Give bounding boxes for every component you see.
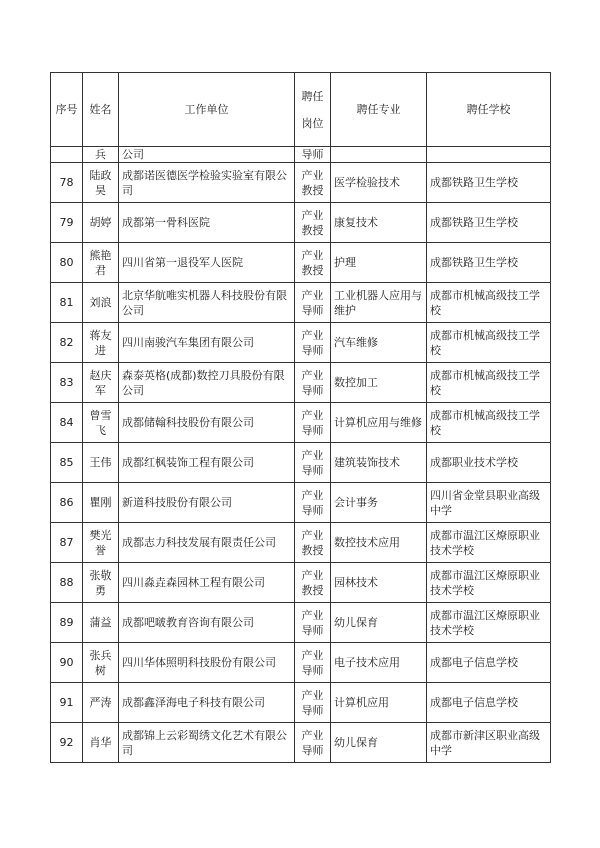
cell-name: 樊光誉	[83, 523, 119, 563]
cell-post: 产业教授	[295, 163, 331, 203]
cell-unit: 成都吧啵教育咨询有限公司	[119, 603, 295, 643]
cell-unit: 成都锦上云彩蜀绣文化艺术有限公司	[119, 723, 295, 763]
appointment-table	[50, 72, 551, 763]
cell-unit: 成都储翰科技股份有限公司	[119, 403, 295, 443]
table-row	[51, 683, 551, 723]
cell-name: 熊艳君	[83, 243, 119, 283]
cell-school: 成都市温江区燎原职业技术学校	[427, 603, 551, 643]
cell-major: 幼儿保育	[331, 603, 427, 643]
header-school: 聘任学校	[427, 73, 551, 147]
cell-name: 肖华	[83, 723, 119, 763]
cell-major: 计算机应用	[331, 683, 427, 723]
table-row	[51, 643, 551, 683]
cell-major: 医学检验技术	[331, 163, 427, 203]
cell-post: 产业导师	[295, 683, 331, 723]
cell-num: 86	[51, 483, 83, 523]
cell-num: 84	[51, 403, 83, 443]
cell-post: 产业教授	[295, 203, 331, 243]
cell-name: 蒋友进	[83, 323, 119, 363]
cell-name: 赵庆军	[83, 363, 119, 403]
table-row	[51, 203, 551, 243]
cell-school: 成都铁路卫生学校	[427, 243, 551, 283]
cell-school: 成都市机械高级技工学校	[427, 323, 551, 363]
cell-school: 成都铁路卫生学校	[427, 203, 551, 243]
table-row	[51, 403, 551, 443]
cell-name: 曾雪飞	[83, 403, 119, 443]
table-row	[51, 443, 551, 483]
cell-major: 康复技术	[331, 203, 427, 243]
header-post-line1: 聘任	[301, 89, 324, 103]
cell-major: 会计事务	[331, 483, 427, 523]
header-num: 序号	[51, 73, 83, 147]
cell-post: 产业导师	[295, 403, 331, 443]
cell-unit: 成都诺医德医学检验实验室有限公司	[119, 163, 295, 203]
cell-school: 四川省金堂县职业高级中学	[427, 483, 551, 523]
header-unit: 工作单位	[119, 73, 295, 147]
cell-school: 成都电子信息学校	[427, 683, 551, 723]
cell-major: 园林技术	[331, 563, 427, 603]
cell-unit: 成都红枫装饰工程有限公司	[119, 443, 295, 483]
cell-name: 张兵树	[83, 643, 119, 683]
cell-school: 成都市机械高级技工学校	[427, 363, 551, 403]
cell-school: 成都电子信息学校	[427, 643, 551, 683]
table-row	[51, 363, 551, 403]
cell-unit: 四川华体照明科技股份有限公司	[119, 643, 295, 683]
cell-name: 蒲益	[83, 603, 119, 643]
cell-school: 成都市温江区燎原职业技术学校	[427, 563, 551, 603]
cell-unit: 成都志力科技发展有限责任公司	[119, 523, 295, 563]
cell-unit: 成都第一骨科医院	[119, 203, 295, 243]
table-row	[51, 283, 551, 323]
header-post	[295, 73, 331, 147]
cell-major: 电子技术应用	[331, 643, 427, 683]
cell-unit: 森泰英格(成都)数控刀具股份有限公司	[119, 363, 295, 403]
cell-name: 刘浪	[83, 283, 119, 323]
header-post-line2: 岗位	[301, 116, 324, 130]
cell-name: 陆政昊	[83, 163, 119, 203]
cell-num: 79	[51, 203, 83, 243]
table-row	[51, 563, 551, 603]
cell-school: 成都市机械高级技工学校	[427, 283, 551, 323]
cell-num: 80	[51, 243, 83, 283]
cell-num: 88	[51, 563, 83, 603]
table-row	[51, 243, 551, 283]
cell-num: 90	[51, 643, 83, 683]
cell-num: 81	[51, 283, 83, 323]
cell-major: 建筑装饰技术	[331, 443, 427, 483]
table-row	[51, 603, 551, 643]
cell-post: 产业教授	[295, 523, 331, 563]
cell-num: 92	[51, 723, 83, 763]
cell-num: 87	[51, 523, 83, 563]
cell-num: 78	[51, 163, 83, 203]
cell-post: 产业导师	[295, 603, 331, 643]
cell-school	[427, 147, 551, 163]
table-row	[51, 523, 551, 563]
cell-unit: 新道科技股份有限公司	[119, 483, 295, 523]
cell-unit: 公司	[119, 147, 295, 163]
cell-major: 幼儿保育	[331, 723, 427, 763]
cell-major: 数控技术应用	[331, 523, 427, 563]
cell-name: 张敬勇	[83, 563, 119, 603]
header-major: 聘任专业	[331, 73, 427, 147]
header-name: 姓名	[83, 73, 119, 147]
cell-unit: 四川南骏汽车集团有限公司	[119, 323, 295, 363]
cell-major: 护理	[331, 243, 427, 283]
cell-name: 胡婷	[83, 203, 119, 243]
cell-unit: 成都鑫泽海电子科技有限公司	[119, 683, 295, 723]
cell-school: 成都市机械高级技工学校	[427, 403, 551, 443]
cell-unit: 四川省第一退役军人医院	[119, 243, 295, 283]
cell-post: 产业教授	[295, 563, 331, 603]
continuation-row	[51, 147, 551, 163]
table-row	[51, 323, 551, 363]
cell-name: 兵	[83, 147, 119, 163]
cell-unit: 北京华航唯实机器人科技股份有限公司	[119, 283, 295, 323]
cell-major	[331, 147, 427, 163]
cell-num: 85	[51, 443, 83, 483]
cell-post: 产业导师	[295, 283, 331, 323]
cell-post: 产业导师	[295, 443, 331, 483]
cell-num	[51, 147, 83, 163]
cell-num: 89	[51, 603, 83, 643]
cell-unit: 四川淼垚森园林工程有限公司	[119, 563, 295, 603]
cell-major: 计算机应用与维修	[331, 403, 427, 443]
cell-post: 导师	[295, 147, 331, 163]
cell-school: 成都市新津区职业高级中学	[427, 723, 551, 763]
header-row	[51, 73, 551, 147]
table-row	[51, 163, 551, 203]
table-row	[51, 723, 551, 763]
cell-name: 瞿刚	[83, 483, 119, 523]
cell-post: 产业教授	[295, 243, 331, 283]
cell-name: 严涛	[83, 683, 119, 723]
cell-post: 产业导师	[295, 323, 331, 363]
cell-post: 产业导师	[295, 723, 331, 763]
cell-post: 产业导师	[295, 363, 331, 403]
cell-major: 汽车维修	[331, 323, 427, 363]
cell-num: 91	[51, 683, 83, 723]
cell-major: 工业机器人应用与维护	[331, 283, 427, 323]
cell-post: 产业导师	[295, 643, 331, 683]
cell-post: 产业导师	[295, 483, 331, 523]
cell-major: 数控加工	[331, 363, 427, 403]
cell-name: 王伟	[83, 443, 119, 483]
table-row	[51, 483, 551, 523]
cell-num: 82	[51, 323, 83, 363]
cell-school: 成都铁路卫生学校	[427, 163, 551, 203]
cell-school: 成都职业技术学校	[427, 443, 551, 483]
cell-school: 成都市温江区燎原职业技术学校	[427, 523, 551, 563]
cell-num: 83	[51, 363, 83, 403]
